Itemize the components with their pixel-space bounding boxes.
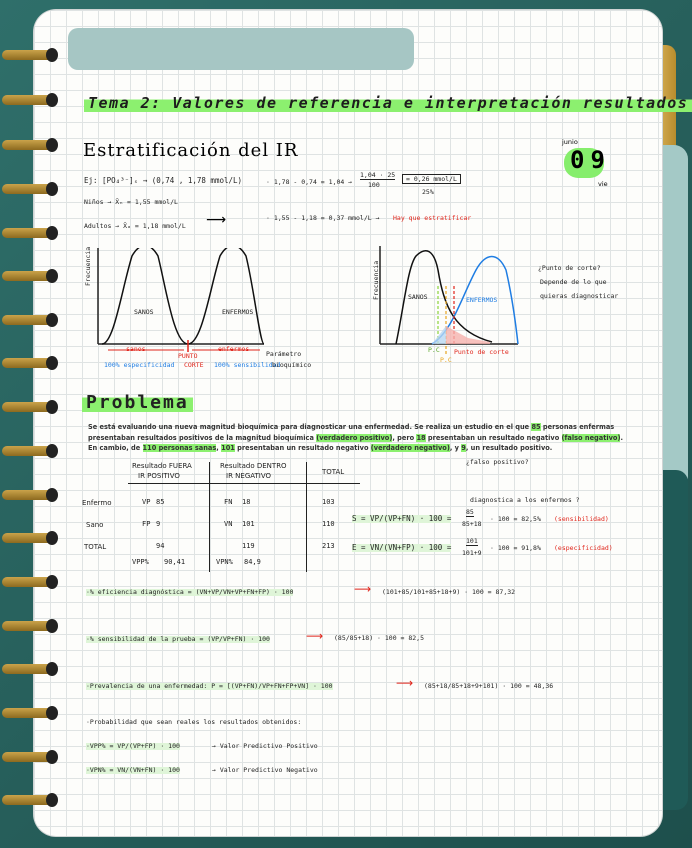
note-frac-den: 100	[368, 181, 380, 189]
arrow-icon: ⟶	[206, 212, 227, 228]
vpn-tag: VPN%	[216, 558, 233, 566]
table-header-col2: Resultado DENTRO	[220, 462, 287, 470]
ring	[2, 664, 54, 674]
graph1-corte: CORTE	[184, 361, 204, 369]
e-label: (especificidad)	[554, 544, 613, 552]
table-header-col1b: IR POSITIVO	[138, 472, 180, 480]
ring	[2, 184, 54, 194]
arrow-icon: ⟶	[306, 629, 324, 643]
table-cell: 119	[242, 542, 255, 550]
problem-text: ,	[216, 444, 222, 452]
problem-text: , un resultado positivo.	[465, 444, 553, 452]
ring	[2, 315, 54, 325]
graph1-enfermos: ENFERMOS	[222, 308, 254, 316]
graph1-punto: PUNTO	[178, 352, 198, 360]
problem-highlight: 85	[531, 423, 541, 431]
arrow-icon: ⟶	[354, 582, 372, 596]
graph2-note-2: quieras diagnosticar	[540, 292, 619, 300]
table-header-col2b: IR NEGATIVO	[226, 472, 271, 480]
problem-highlight: 101	[221, 444, 235, 452]
graph1-vp: 100% sensibilidad	[214, 361, 281, 369]
ring	[2, 490, 54, 500]
table-cell: 94	[156, 542, 165, 550]
ring	[2, 446, 54, 456]
e-num: 101	[466, 537, 478, 545]
note-line-3: Adultos → X̄ₐ = 1,18 mmol/L	[84, 222, 186, 230]
problem-highlight: (verdadero positivo)	[316, 433, 393, 442]
day-number: 09	[570, 146, 611, 174]
graph1-enfermos-below: enfermos	[218, 345, 250, 353]
day-badge	[560, 138, 611, 188]
ring	[2, 752, 54, 762]
s-den: 85+18	[462, 520, 482, 528]
vpp-tag: VPP%	[132, 558, 149, 566]
graph2-ylabel: Frecuencia	[372, 260, 380, 300]
graph1-ylabel: Frecuencia	[84, 246, 92, 286]
table-cell-tag: VN	[224, 520, 233, 528]
prevalence-formula: ·Prevalencia de una enfermedad: P = [(VP+FN)/VP+FN+FP+VN] · 100	[86, 682, 333, 690]
graph2-question: ¿Punto de corte?	[538, 264, 601, 272]
vpp-meaning: → Valor Predictivo Positivo	[212, 742, 318, 750]
graph2-pc1: P.C	[428, 346, 440, 354]
day-weekday: vie	[598, 180, 608, 188]
problem-text: presentaban un resultado negativo	[234, 444, 371, 452]
falso-positivo-note: ¿falso positivo?	[466, 458, 529, 466]
graph2-note-1: Depende de lo que	[540, 278, 607, 286]
ring	[2, 140, 54, 150]
problem-highlight: (falso negativo)	[561, 433, 621, 442]
graph2-pc2: P.C	[440, 356, 452, 364]
problem-highlight: 9	[461, 444, 466, 452]
table-cell: 18	[242, 498, 251, 506]
graph1-bioq: bioquímico	[272, 361, 312, 369]
note-frac-num: 1,04 · 25	[360, 171, 396, 179]
ring	[2, 228, 54, 238]
sensitivity-formula: S = VP/(VP+FN) · 100 =	[352, 514, 452, 523]
table-cell: 85	[156, 498, 165, 506]
table-cell: 9	[156, 520, 161, 528]
efficiency-result: (101+85/101+85+18+9) · 100 = 87,32	[382, 588, 516, 596]
graph1-sanos: SANOS	[134, 308, 154, 316]
table-cell-tag: VP	[142, 498, 151, 506]
note-line-2: Niños → X̄ₙ = 1,55 mmol/L	[84, 198, 178, 206]
problem-text: . En cambio, de	[88, 433, 623, 452]
section-subtitle: Estratificación del IR	[83, 140, 299, 161]
table-divider	[306, 462, 307, 572]
table-cell: 101	[242, 520, 255, 528]
prevalence-result: (85+18/85+18+9+101) · 100 = 48,36	[424, 682, 554, 690]
table-cell-tag: FP	[142, 520, 151, 528]
ring	[2, 577, 54, 587]
arrow-icon: ⟶	[396, 676, 414, 690]
note-line-3b: · 1,55 - 1,18 = 0,37 mmol/L →	[266, 214, 380, 222]
table-row-label: TOTAL	[84, 543, 107, 551]
problem-highlight: 110 personas sanas	[142, 444, 217, 452]
ring	[2, 708, 54, 718]
vpp-value: 90,41	[164, 558, 186, 566]
table-row-label: Enfermo	[82, 499, 112, 507]
s-num: 85	[466, 508, 474, 516]
table-divider	[209, 462, 210, 572]
note-boxed-value: = 0,26 mmol/L	[402, 174, 461, 184]
table-header-col3: TOTAL	[322, 468, 345, 476]
day-month: junio	[562, 138, 578, 146]
e-result: · 100 = 91,8%	[490, 544, 541, 552]
graph2-sanos: SANOS	[408, 293, 428, 301]
ring	[2, 50, 54, 60]
header-bar	[68, 28, 414, 70]
note-line-3c: Hay que estratificar	[393, 214, 472, 222]
problem-text: Se está evaluando una nueva magnitud bioquímica para diagnosticar una enfermedad. Se realiza un estudio en el que	[88, 423, 532, 431]
ring	[2, 621, 54, 631]
s-result: · 100 = 82,5%	[490, 515, 541, 523]
problem-text: presentaban un resultado negativo	[425, 433, 562, 442]
efficiency-formula: ·% eficiencia diagnóstica = (VN+VP/VN+VP+FN+FP) · 100	[86, 588, 294, 596]
problem-text: personas enfermas presentaban resultados positivos de la magnitud bioquímica	[88, 423, 615, 442]
graph1-sanos-below: sanos	[126, 345, 146, 353]
vpn-value: 84,9	[244, 558, 261, 566]
note-line-1: Ej: [PO₄³⁻]ₛ → (0,74 , 1,78 mmol/L)	[84, 176, 243, 185]
table-cell-total: 110	[322, 520, 335, 528]
vpn-formula: ·VPN% = VN/(VN+FN) · 100	[86, 766, 180, 774]
ring	[2, 358, 54, 368]
probability-note: ·Probabilidad que sean reales los resultados obtenidos:	[86, 718, 302, 726]
ring	[2, 402, 54, 412]
table-cell-total: 103	[322, 498, 335, 506]
problem-highlight: (verdadero negativo)	[370, 444, 450, 452]
e-den: 101+9	[462, 549, 482, 557]
problem-text: , pero	[392, 433, 417, 442]
ring	[2, 533, 54, 543]
problem-title: Problema	[82, 392, 193, 413]
table-cell-total: 213	[322, 542, 335, 550]
graph2-punto-corte: Punto de corte	[454, 348, 509, 356]
graph1-param: Parámetro	[266, 350, 302, 358]
problem-highlight: 18	[416, 433, 426, 442]
table-cell-tag: FN	[224, 498, 233, 506]
vpn-meaning: → Valor Predictivo Negativo	[212, 766, 318, 774]
graph1-vn: 100% especificidad	[104, 361, 175, 369]
page-title: Tema 2: Valores de referencia e interpretación resultados	[84, 92, 692, 114]
note-line-1b: · 1,78 - 0,74 = 1,04 →	[266, 178, 353, 186]
note-percent: 25%	[422, 188, 434, 196]
diag-note: diagnostica a los enfermos ?	[470, 496, 580, 504]
sensitivity-test-formula: ·% sensibilidad de la prueba = (VP/VP+FN) · 100	[86, 635, 270, 643]
vpp-formula: ·VPP% = VP/(VP+FP) · 100	[86, 742, 180, 750]
ring	[2, 95, 54, 105]
s-label: (sensibilidad)	[554, 515, 609, 523]
ring	[2, 795, 54, 805]
specificity-formula: E = VN/(VN+FP) · 100 =	[352, 543, 452, 552]
problem-statement	[88, 422, 628, 454]
table-rule	[128, 483, 360, 484]
sensitivity-test-result: (85/85+18) · 100 = 82,5	[334, 634, 425, 642]
problem-text: , y	[449, 444, 462, 452]
table-row-label: Sano	[86, 521, 104, 529]
table-header-col1: Resultado FUERA	[132, 462, 192, 470]
ring	[2, 271, 54, 281]
graph2-enfermos: ENFERMOS	[466, 296, 498, 304]
